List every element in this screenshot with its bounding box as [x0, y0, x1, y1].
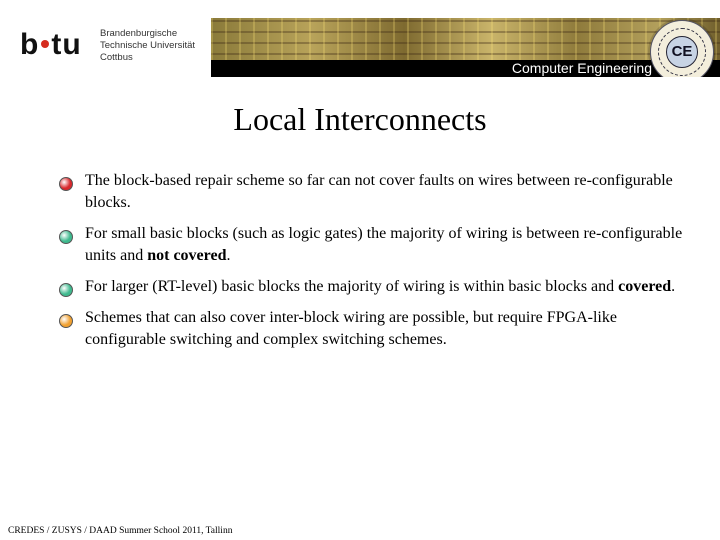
banner-band: [211, 60, 720, 77]
bullet-dot-icon: [59, 314, 73, 328]
logo-mark: b tu: [20, 28, 82, 61]
university-line: Technische Universität: [100, 40, 196, 51]
bullet-dot-icon: [59, 283, 73, 297]
bullet-emphasis: not covered: [147, 247, 227, 264]
bullet-text-end: .: [226, 247, 231, 264]
university-name: [100, 28, 195, 64]
bullet-item: [58, 170, 698, 214]
bullet-item: [58, 307, 698, 351]
university-line: Cottbus: [100, 52, 133, 63]
seal-core: CE: [666, 36, 698, 68]
bullet-text: For larger (RT-level) basic blocks the majority of wiring is within basic blocks and: [85, 278, 619, 295]
slide-title: Local Interconnects: [233, 101, 487, 137]
bullet-text: Schemes that can also cover inter-block wiring are possible, but require FPGA-like configurable switching and complex switching schemes.: [85, 309, 617, 348]
bullet-dot-icon: [59, 230, 73, 244]
university-logo: [20, 28, 220, 68]
logo-dot-icon: [41, 40, 49, 48]
footer-text: CREDES / ZUSYS / DAAD Summer School 2011, Tallinn: [8, 526, 233, 536]
bullet-list: [58, 170, 698, 360]
bullet-item: [58, 276, 698, 298]
bullet-dot-icon: [59, 177, 73, 191]
bullet-text: The block-based repair scheme so far can not cover faults on wires between re-configurable blocks.: [85, 172, 673, 211]
university-line: Brandenburgische: [100, 28, 178, 39]
banner-label: Computer Engineering: [511, 60, 652, 76]
computer-engineering-seal-icon: [650, 20, 714, 77]
bullet-text: For small basic blocks (such as logic gates) the majority of wiring is between re-configurable units and: [85, 225, 683, 264]
bullet-emphasis: covered: [618, 278, 672, 295]
bullet-text-end: .: [671, 278, 676, 295]
header-banner: [211, 18, 720, 77]
bullet-item: [58, 223, 698, 267]
